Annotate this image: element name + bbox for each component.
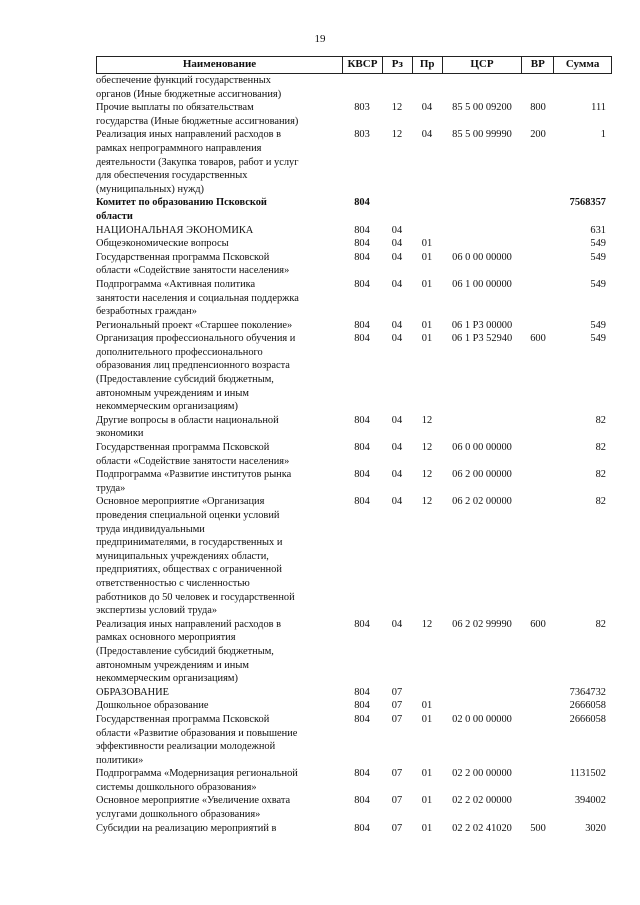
cell-csr: 02 2 02 00000 (452, 795, 512, 807)
cell-kvsr (342, 74, 382, 101)
cell-csr: 06 2 00 00000 (452, 469, 512, 481)
cell-kvsr: 804 (354, 713, 370, 725)
cell-name: Реализация иных направлений расходов в рамках непрограммного направления деятельности (Закупка товаров, работ и услуг для обеспечения государственных (муниципальных) нужд) (96, 129, 299, 195)
cell-pr: 12 (421, 618, 433, 630)
cell-name: НАЦИОНАЛЬНАЯ ЭКОНОМИКА (96, 224, 254, 236)
cell-pr: 01 (421, 713, 433, 725)
cell-kvsr: 804 (354, 197, 370, 209)
cell-sum: 82 (595, 442, 606, 454)
cell-csr: 06 2 02 00000 (452, 496, 512, 508)
cell-pr: 01 (421, 768, 433, 780)
table-row (96, 224, 612, 238)
table-row (96, 237, 612, 251)
cell-pr: 01 (421, 822, 433, 834)
cell-kvsr: 804 (354, 278, 370, 290)
cell-csr (442, 196, 522, 223)
cell-vr (522, 495, 554, 617)
table-row (96, 319, 612, 333)
cell-rz: 07 (391, 822, 403, 834)
table-row (96, 767, 612, 794)
cell-rz: 04 (391, 496, 403, 508)
cell-pr: 01 (421, 319, 433, 331)
cell-kvsr: 804 (354, 768, 370, 780)
cell-pr (412, 224, 442, 238)
cell-sum: 394002 (574, 795, 606, 807)
cell-vr (522, 699, 554, 713)
cell-sum: 7568357 (569, 197, 606, 209)
cell-csr (442, 686, 522, 700)
cell-csr: 06 1 P3 52940 (451, 333, 513, 345)
header-vr: ВР (521, 57, 553, 73)
cell-rz: 04 (391, 251, 403, 263)
cell-name: Комитет по образованию Псковской области (96, 197, 267, 222)
cell-kvsr: 804 (354, 333, 370, 345)
cell-rz: 04 (391, 238, 403, 250)
cell-csr (442, 414, 522, 441)
cell-pr: 01 (421, 251, 433, 263)
table-row (96, 74, 612, 101)
cell-sum: 82 (595, 496, 606, 508)
cell-name: Основное мероприятие «Организация проведения специальной оценки условий труда индивидуальными предпринимателями, в государственных и муниципальных учреждениях области, предприятиях, обществах с ограниченной ответственностью с численностью работников до 50 человек и государственной экспертизы условий труда» (96, 496, 295, 617)
cell-rz: 04 (391, 469, 403, 481)
table-row (96, 278, 612, 319)
cell-sum: 631 (590, 224, 606, 236)
cell-sum: 2666058 (569, 713, 606, 725)
cell-name: Государственная программа Псковской области «Развитие образования и повышение эффективности реализации молодежной политики» (96, 713, 298, 766)
header-rz: Рз (382, 57, 412, 73)
cell-sum: 82 (595, 414, 606, 426)
table-row (96, 468, 612, 495)
cell-kvsr: 804 (354, 442, 370, 454)
cell-kvsr: 804 (354, 700, 370, 712)
cell-csr: 06 1 00 00000 (452, 278, 512, 290)
cell-vr: 600 (530, 618, 546, 630)
cell-csr (442, 699, 522, 713)
cell-rz: 07 (391, 713, 403, 725)
table-row (96, 495, 612, 617)
cell-rz: 04 (391, 319, 403, 331)
cell-kvsr: 804 (354, 618, 370, 630)
cell-vr: 800 (530, 102, 546, 114)
cell-rz: 07 (391, 768, 403, 780)
cell-rz: 12 (391, 102, 403, 114)
table-row (96, 196, 612, 223)
cell-pr: 01 (421, 795, 433, 807)
cell-pr: 04 (421, 102, 433, 114)
cell-rz: 04 (391, 333, 403, 345)
cell-sum: 1131502 (570, 768, 606, 780)
cell-name: ОБРАЗОВАНИЕ (96, 686, 170, 698)
cell-kvsr: 804 (354, 795, 370, 807)
cell-kvsr: 804 (354, 496, 370, 508)
cell-vr (522, 414, 554, 441)
cell-csr: 02 2 00 00000 (452, 768, 512, 780)
cell-kvsr: 803 (354, 129, 370, 141)
cell-vr (522, 196, 554, 223)
table-row (96, 101, 612, 128)
cell-pr (412, 686, 442, 700)
table-row (96, 251, 612, 278)
cell-csr: 02 0 00 00000 (452, 713, 512, 725)
table-row (96, 414, 612, 441)
cell-kvsr: 804 (354, 224, 370, 236)
table-row (96, 332, 612, 414)
cell-sum: 82 (595, 618, 606, 630)
cell-vr: 200 (530, 129, 546, 141)
header-pr: Пр (412, 57, 442, 73)
cell-csr: 06 0 00 00000 (452, 442, 512, 454)
cell-sum: 3020 (585, 822, 606, 834)
cell-rz: 12 (391, 129, 403, 141)
cell-rz (382, 196, 412, 223)
cell-sum: 549 (590, 319, 606, 331)
cell-vr (522, 74, 554, 101)
cell-csr: 06 0 00 00000 (452, 251, 512, 263)
table-row (96, 713, 612, 767)
cell-name: Подпрограмма «Модернизация региональной системы дошкольного образования» (96, 768, 298, 793)
cell-name: Региональный проект «Старшее поколение» (96, 319, 293, 331)
cell-pr: 01 (421, 238, 433, 250)
cell-vr (522, 224, 554, 238)
cell-rz: 07 (391, 700, 403, 712)
cell-rz: 04 (391, 278, 403, 290)
cell-sum: 549 (590, 238, 606, 250)
cell-csr: 85 5 00 09200 (452, 102, 512, 114)
cell-csr: 06 2 02 99990 (452, 618, 512, 630)
cell-name: Общеэкономические вопросы (96, 238, 229, 250)
table-row (96, 686, 612, 700)
cell-rz: 07 (391, 795, 403, 807)
cell-rz (382, 74, 412, 101)
cell-kvsr: 804 (354, 251, 370, 263)
cell-sum: 2666058 (569, 700, 606, 712)
cell-name: Реализация иных направлений расходов в рамках основного мероприятия (Предоставление субсидий бюджетным, автономным учреждениям и иным некоммерческим организациям) (96, 618, 282, 685)
cell-vr (522, 686, 554, 700)
cell-pr (412, 196, 442, 223)
cell-kvsr: 804 (354, 686, 370, 698)
cell-vr: 600 (530, 333, 546, 345)
table-body (96, 74, 612, 835)
cell-name: Субсидии на реализацию мероприятий в (96, 822, 277, 834)
page-number: 19 (314, 33, 326, 45)
cell-csr: 85 5 00 99990 (452, 129, 512, 141)
cell-name: Прочие выплаты по обязательствам государства (Иные бюджетные ассигнования) (96, 102, 299, 127)
cell-sum: 82 (595, 469, 606, 481)
header-sum: Сумма (553, 57, 611, 73)
cell-pr (412, 74, 442, 101)
cell-rz: 04 (391, 618, 403, 630)
cell-pr: 01 (421, 278, 433, 290)
cell-pr: 12 (421, 469, 433, 481)
cell-vr (522, 251, 554, 278)
cell-rz: 07 (391, 686, 403, 698)
cell-name: Подпрограмма «Активная политика занятости населения и социальная поддержка безработных граждан» (96, 278, 299, 318)
cell-vr (522, 713, 554, 767)
cell-kvsr: 804 (354, 238, 370, 250)
table-header (96, 56, 612, 74)
cell-csr (442, 224, 522, 238)
cell-rz: 04 (391, 414, 403, 426)
cell-kvsr: 804 (354, 319, 370, 331)
cell-kvsr: 804 (354, 822, 370, 834)
cell-csr (442, 237, 522, 251)
cell-name: Основное мероприятие «Увеличение охвата услугами дошкольного образования» (96, 795, 291, 821)
cell-sum: 549 (590, 251, 606, 263)
cell-name: Подпрограмма «Развитие институтов рынка труда» (96, 469, 292, 494)
cell-pr: 12 (421, 496, 433, 508)
cell-pr: 01 (421, 700, 433, 712)
cell-vr (522, 468, 554, 495)
cell-name: Организация профессионального обучения и дополнительного профессионального образования лиц предпенсионного возраста (Предоставление субсидий бюджетным, автономным учреждениям и иным некоммерческим организациям) (96, 333, 296, 413)
table-row (96, 618, 612, 686)
table-row (96, 441, 612, 468)
cell-vr (522, 237, 554, 251)
cell-kvsr: 803 (354, 102, 370, 114)
budget-table (96, 56, 612, 835)
cell-pr: 12 (421, 442, 433, 454)
cell-sum: 549 (590, 278, 606, 290)
cell-vr (522, 319, 554, 333)
cell-csr (442, 74, 522, 101)
cell-vr (522, 278, 554, 319)
cell-kvsr: 804 (354, 414, 370, 426)
table-row (96, 794, 612, 821)
cell-csr: 02 2 02 41020 (452, 822, 512, 834)
cell-name: Государственная программа Псковской области «Содействие занятости населения» (96, 251, 290, 277)
header-csr: ЦСР (442, 57, 522, 73)
cell-sum (554, 74, 612, 101)
cell-pr: 04 (421, 129, 433, 141)
header-name: Наименование (182, 58, 257, 70)
cell-name: обеспечение функций государственных органов (Иные бюджетные ассигнования) (96, 75, 282, 100)
header-kvsr: КВСР (342, 57, 382, 73)
cell-kvsr: 804 (354, 469, 370, 481)
table-row (96, 128, 612, 196)
cell-pr: 01 (421, 333, 433, 345)
cell-sum: 1 (600, 129, 606, 141)
cell-sum: 7364732 (569, 686, 606, 698)
cell-rz: 04 (391, 224, 403, 236)
cell-rz: 04 (391, 442, 403, 454)
cell-sum: 111 (591, 102, 606, 114)
cell-sum: 549 (590, 333, 606, 345)
cell-name: Дошкольное образование (96, 700, 209, 712)
cell-name: Государственная программа Псковской области «Содействие занятости населения» (96, 442, 290, 467)
table-row (96, 699, 612, 713)
cell-vr (522, 441, 554, 468)
cell-name: Другие вопросы в области национальной экономики (96, 414, 279, 440)
table-row (96, 822, 612, 836)
cell-vr (522, 794, 554, 821)
cell-vr: 500 (530, 822, 546, 834)
cell-csr: 06 1 P3 00000 (451, 319, 513, 331)
cell-pr: 12 (421, 414, 433, 426)
cell-vr (522, 767, 554, 794)
